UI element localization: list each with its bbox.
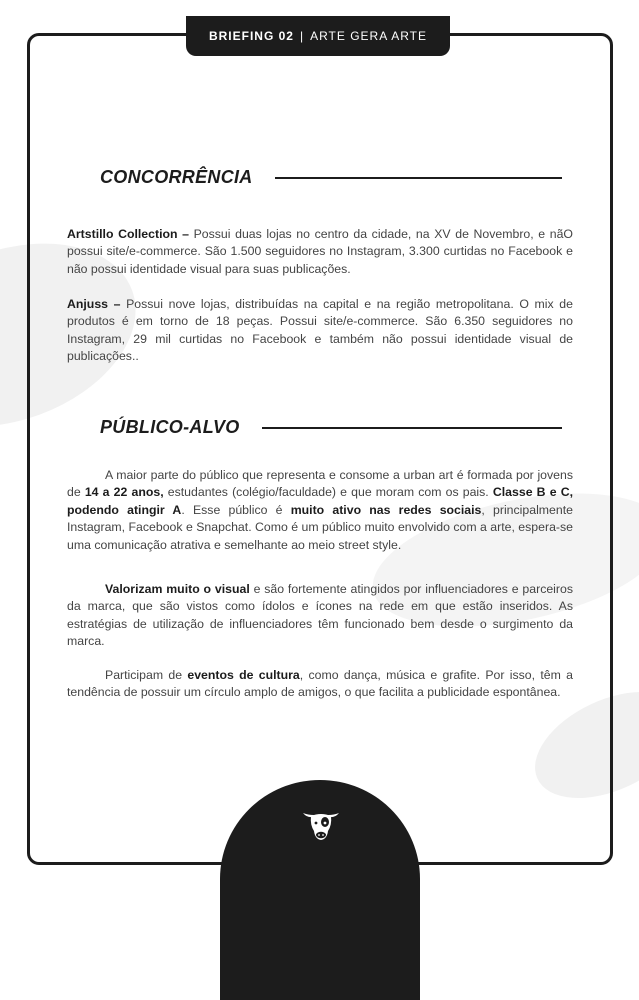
emphasis-text: eventos de cultura (187, 668, 300, 682)
paragraph-text: e são fortemente atingidos por influenciadores e parceiros da marca, que são vistos como ídolos e ícones na rede em que estão inseridos. As estratégias de utilização de influenciadores têm funcionado bem desde o surgimento da marca. (67, 582, 574, 649)
heading-rule (275, 177, 562, 179)
section-title: PÚBLICO-ALVO (100, 417, 240, 437)
competitor-name: Artstillo Collection – (67, 227, 189, 241)
paragraph-text: estudantes (colégio/faculdade) e que moram com os pais. (163, 485, 493, 500)
header-tab (186, 16, 450, 56)
header-label-bold: BRIEFING 02 (208, 29, 294, 43)
audience-paragraph (67, 667, 573, 702)
competitor-text: Possui nove lojas, distribuídas na capital e na região metropolitana. O mix de produtos é em torno de 18 peças. Possui site/e-commerce. São 6.350 seguidores no Instagram, 29 mil curtidas no Facebook e também não possui identidade visual de publicações.. (67, 297, 573, 364)
paragraph-text: Participam de (105, 668, 188, 682)
emphasis-text: muito ativo nas redes sociais (290, 502, 482, 517)
competitor-paragraph (67, 296, 573, 366)
cow-head-icon (301, 805, 341, 845)
paragraph-text: A maior parte do público que representa e consome a urban art é formada por jovens de (67, 468, 573, 500)
paragraph-text: , como dança, música e grafite. Por isso, têm a tendência de possuir um círculo amplo de amigos, o que facilita a publicidade espontânea. (67, 668, 573, 700)
header-label: ARTE GERA ARTE (310, 29, 428, 43)
competitor-text: Possui duas lojas no centro da cidade, na XV de Novembro, e nãO possui site/e-commerce. São 1.500 seguidores no Instagram, 3.300 curtidas no Facebook e não possui identidade visual para suas publicações. (67, 227, 573, 276)
section-title: CONCORRÊNCIA (100, 167, 253, 187)
paragraph-text: , principalmente Instagram, Facebook e Snapchat. Como é um público muito envolvido com a arte, espera-se uma comunicação atrativa e semelhante ao meio street style. (67, 502, 573, 552)
competitor-paragraph (67, 226, 573, 278)
competitor-name: Anjuss – (67, 297, 121, 311)
section-heading-publico-alvo (100, 417, 562, 438)
emphasis-text: Valorizam muito o visual (105, 582, 250, 596)
paragraph-text: . Esse público é (181, 502, 291, 517)
heading-rule (262, 427, 562, 429)
audience-paragraph (67, 581, 573, 651)
emphasis-text: 14 a 22 anos, (84, 485, 164, 500)
page-frame (27, 33, 613, 865)
section-heading-concorrencia (100, 167, 562, 188)
header-separator: | (299, 29, 305, 43)
audience-paragraph (67, 467, 573, 554)
emphasis-text: Classe B e C, podendo atingir A (67, 485, 573, 517)
